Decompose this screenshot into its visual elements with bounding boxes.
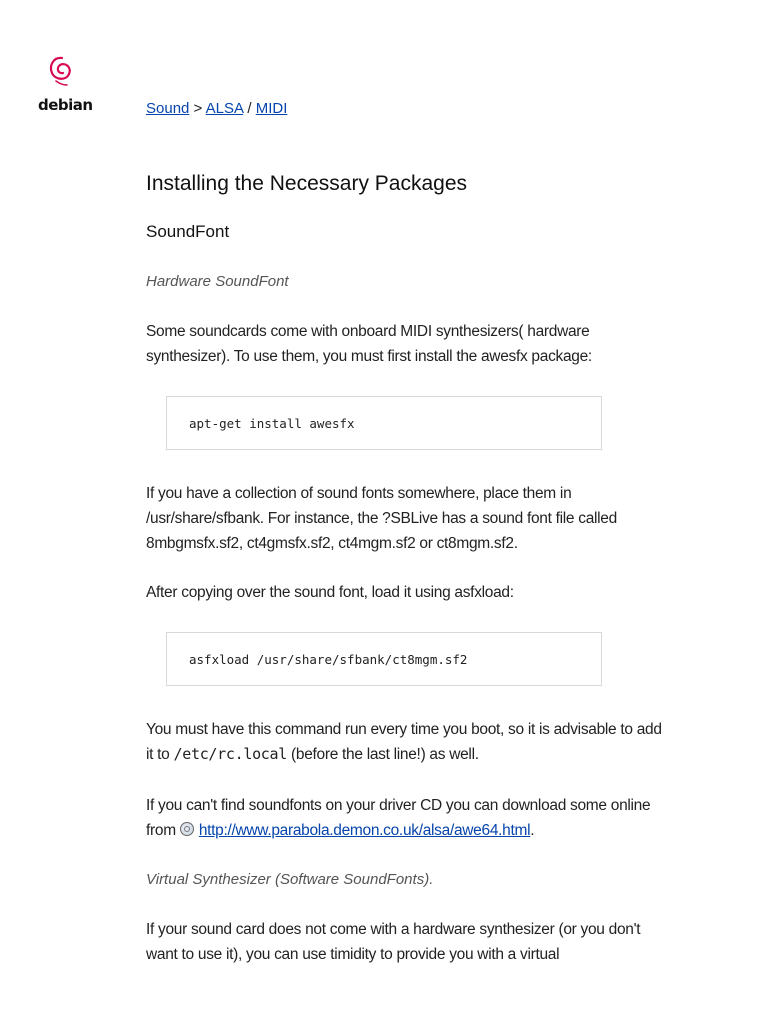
paragraph-download-soundfonts [146, 793, 666, 843]
main-content [146, 98, 666, 963]
subheading-virtual-synthesizer: Virtual Synthesizer (Software SoundFonts). [146, 871, 434, 888]
inline-code-rc-local: /etc/rc.local [173, 745, 288, 763]
page-title: Installing the Necessary Packages [146, 172, 467, 195]
paragraph-rc-local [146, 717, 666, 767]
breadcrumb-separator: > [193, 100, 203, 117]
paragraph-text: (before the last line!) as well. [291, 746, 479, 763]
debian-logo[interactable] [36, 52, 93, 122]
breadcrumb-link-midi[interactable]: MIDI [255, 100, 288, 117]
paragraph-text: If you can't find soundfonts on your driver CD you can download some online from [146, 797, 651, 839]
paragraph-sound-fonts-location: If you have a collection of sound fonts somewhere, place them in /usr/share/sfbank. For instance, the ?SBLive has a sound font file called 8mbgmsfx.sf2, ct4gmsfx.sf2, ct4mgm.sf2 or ct8mgm.sf2. [146, 485, 617, 552]
link-parabola-awe64[interactable]: http://www.parabola.demon.co.uk/alsa/awe64.html [198, 822, 531, 839]
debian-swirl-icon [42, 52, 82, 92]
paragraph-virtual-synth: If your sound card does not come with a hardware synthesizer (or you don't want to use it), you can use timidity to provide you with a virtual [146, 921, 641, 963]
paragraph-install-awesfx: Some soundcards come with onboard MIDI synthesizers( hardware synthesizer). To use them, you must first install the awesfx package: [146, 323, 592, 365]
external-link-icon [180, 822, 194, 836]
breadcrumb-link-sound[interactable]: Sound [146, 100, 190, 117]
section-heading-soundfont: SoundFont [146, 222, 230, 241]
code-block-asfxload: asfxload /usr/share/sfbank/ct8mgm.sf2 [166, 632, 602, 686]
breadcrumb-link-alsa[interactable]: ALSA [205, 100, 244, 117]
paragraph-asfxload: After copying over the sound font, load it using asfxload: [146, 584, 514, 601]
logo-text: debian [38, 96, 93, 114]
code-block-apt-get: apt-get install awesfx [166, 396, 602, 450]
breadcrumb [146, 98, 666, 120]
subheading-hardware-soundfont: Hardware SoundFont [146, 273, 289, 290]
paragraph-text: You must have this command run every time you boot, so it is advisable to add it to [146, 721, 662, 763]
breadcrumb-separator: / [247, 100, 252, 117]
paragraph-text: . [530, 822, 535, 839]
